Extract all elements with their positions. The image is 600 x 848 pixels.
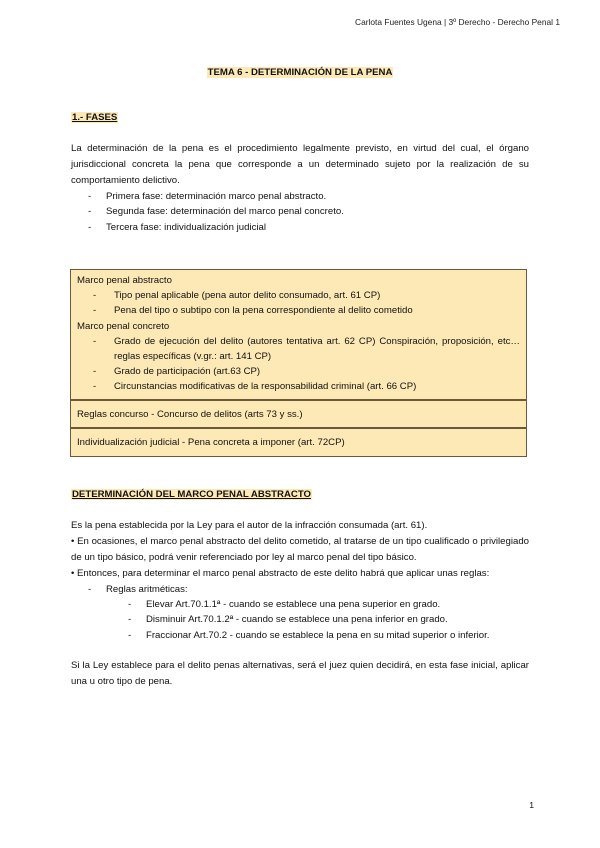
page-title [0,67,600,78]
abstracto-heading: DETERMINACIÓN DEL MARCO PENAL ABSTRACTO [72,489,311,500]
list-item: - Circunstancias modificativas de la responsabilidad criminal (art. 66 CP) [93,381,417,393]
list-item: - Grado de ejecución del delito (autores tentativa art. 62 CP) Conspiración, proposición, etc… reglas específicas (v.gr.: art. 141 CP) [93,335,520,363]
box-abstracto-label: Marco penal abstracto [77,275,172,286]
abstracto-p2: • En ocasiones, el marco penal abstracto del delito cometido, al tratarse de un tipo cualificado o privilegiado de un tipo básico, podrá venir referenciado por ley al marco penal del tipo básico. [71,536,529,563]
page-number: 1 [529,800,534,810]
fases-heading: 1.- FASES [72,112,118,123]
list-item: - Elevar Art.70.1.1ª - cuando se establece una pena superior en grado. [128,599,441,610]
abstracto-p1: Es la pena establecida por la Ley para el autor de la infracción consumada (art. 61). [71,520,428,531]
list-item: - Primera fase: determinación marco penal abstracto. [88,191,327,202]
box-row-individualizacion: Individualización judicial - Pena concreta a imponer (art. 72CP) [70,428,527,457]
list-item: - Disminuir Art.70.1.2ª - cuando se establece una pena inferior en grado. [128,614,448,626]
list-item: - Tercera fase: individualización judicial [88,221,266,233]
reglas-list [128,597,489,643]
summary-box [70,269,527,400]
box-concreto-label: Marco penal concreto [77,320,170,332]
list-item: - Fraccionar Art.70.2 - cuando se establece la pena en su mitad superior o inferior. [128,629,490,641]
running-header: Carlota Fuentes Ugena | 3º Derecho - Derecho Penal 1 [355,17,560,27]
list-item: - Tipo penal aplicable (pena autor delito consumado, art. 61 CP) [93,290,381,302]
list-item: - Segunda fase: determinación del marco penal concreto. [88,206,344,218]
list-item: - Reglas aritméticas: [88,584,188,595]
page-title-text: TEMA 6 - DETERMINACIÓN DE LA PENA [207,67,393,78]
abstracto-p3: • Entonces, para determinar el marco penal abstracto de este delito habrá que aplicar unas reglas: [71,568,490,579]
reglas-label [88,582,188,597]
box-row-concurso: Reglas concurso - Concurso de delitos (arts 73 y ss.) [70,400,527,428]
fases-intro: La determinación de la pena es el procedimiento legalmente previsto, en virtud del cual, el órgano jurisdiccional concreta la pena que corresponde a un determinado sujeto por la realización de su comportamiento delictivo. [71,143,529,186]
list-item: - Pena del tipo o subtipo con la pena correspondiente al delito cometido [93,305,413,317]
abstracto-closing: Si la Ley establece para el delito penas alternativas, será el juez quien decidirá, en esta fase inicial, aplicar una u otro tipo de pena. [71,660,529,687]
list-item: - Grado de participación (art.63 CP) [93,366,261,378]
fases-list [88,189,344,235]
